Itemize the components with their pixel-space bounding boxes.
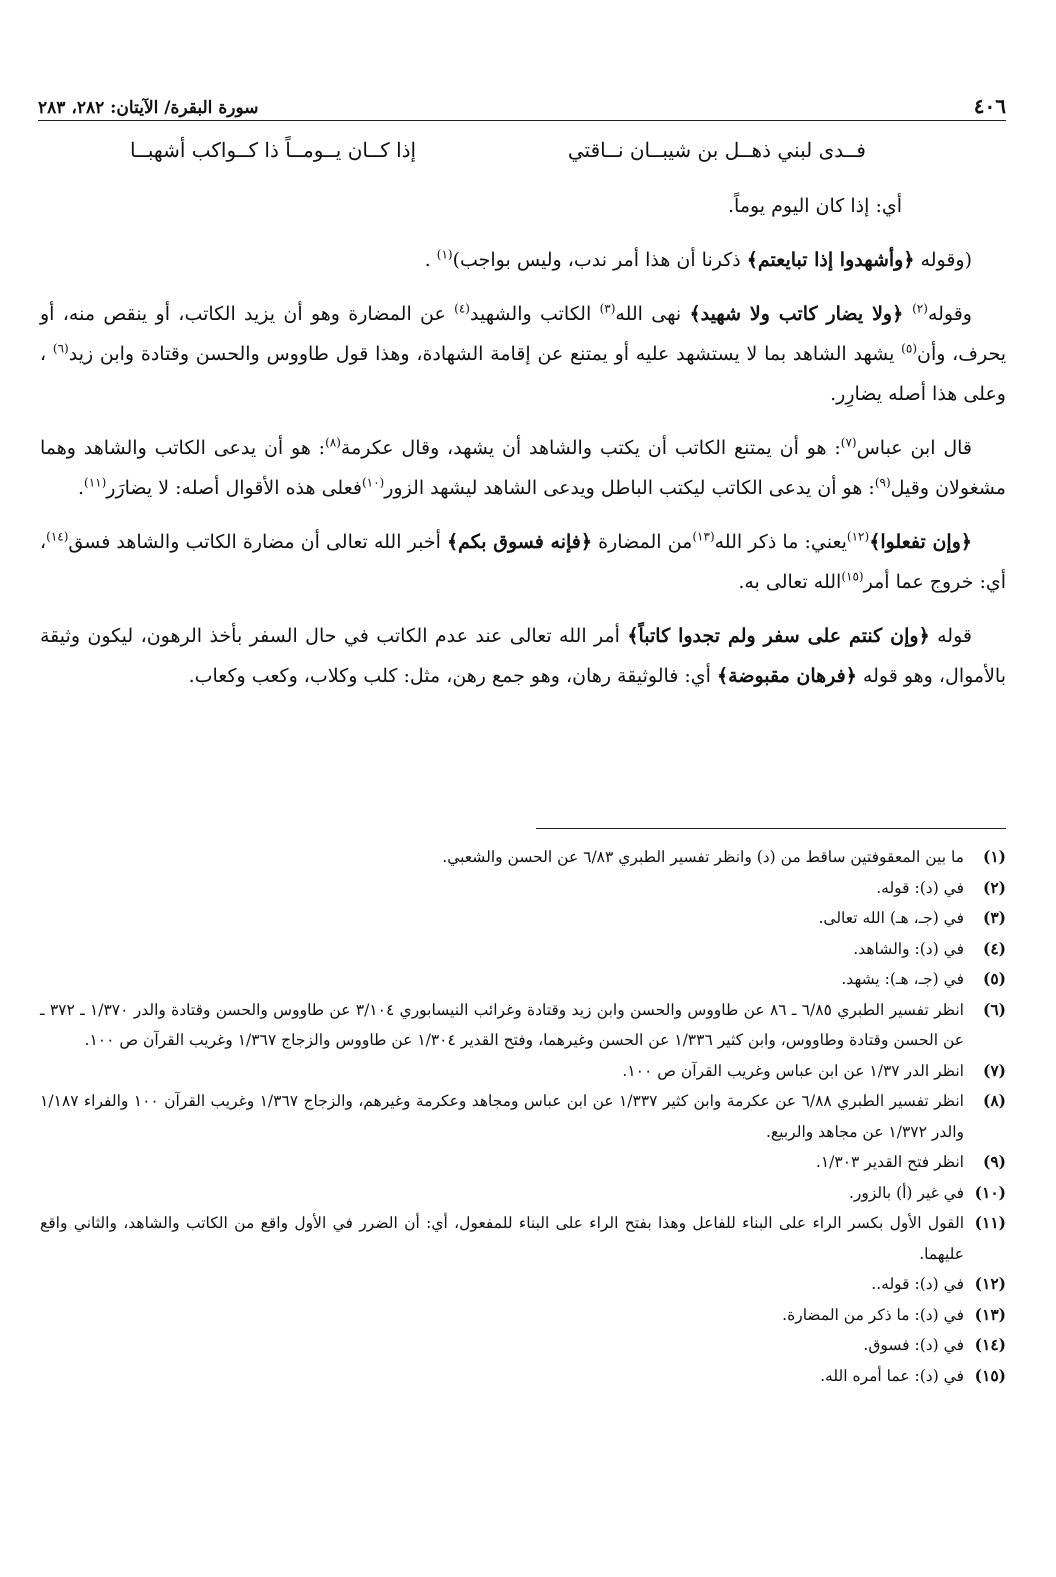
quran-quote: ﴿وإن تفعلوا﴾	[869, 531, 973, 553]
footnote-ref[interactable]: (٩)	[874, 475, 891, 490]
footnote-item	[40, 964, 1006, 995]
text-run: الله تعالى به.	[738, 571, 842, 593]
footnote-text: انظر فتح القدير ١/٣٠٣.	[815, 1153, 964, 1171]
text-run: أي: فالوثيقة رهان، وهو جمع رهن، مثل: كلب وكلاب، وكعب وكعاب.	[188, 665, 717, 687]
footnote-item	[40, 873, 1006, 904]
text-run: أخبر الله تعالى أن مضارة الكاتب والشاهد فسق	[68, 531, 447, 553]
text-run: : هو أن يدعى الكاتب والشاهد وهما مشغولان وقيل	[40, 437, 1006, 499]
text-run: .	[77, 477, 85, 499]
footnote-text: في (د): قوله.	[876, 878, 964, 897]
page-header	[38, 84, 1006, 121]
footnote-text: القول الأول بكسر الراء على البناء للفاعل وهذا بفتح الراء على البناء للمفعول، أي: أن الضرر في الأول واقع من الكاتب والشاهد، والثاني واقع عليهما.	[40, 1214, 964, 1263]
footnote-ref[interactable]: (١٤)	[46, 529, 69, 544]
paragraph-4	[40, 428, 1006, 508]
footnote-item	[40, 1208, 1006, 1269]
footnote-item	[40, 934, 1006, 965]
text-run: من المضارة	[592, 531, 693, 553]
text-run: نهى الله	[615, 303, 690, 325]
text-run: .	[424, 249, 437, 271]
text-run: يعني: ما ذكر الله	[714, 531, 847, 553]
text-run: : هو أن يمتنع الكاتب أن يكتب والشاهد أن يشهد، وقال عكرمة	[340, 437, 841, 459]
footnote-item	[40, 1086, 1006, 1147]
footnote-ref[interactable]: (١٣)	[692, 529, 715, 544]
text-run: الكاتب والشهيد	[469, 303, 600, 325]
text-run: ، وعلى هذا أصله يضارِر.	[40, 343, 1006, 405]
footnote-text: في (د): ما ذكر من المضارة.	[782, 1305, 964, 1324]
verse-hemistich-1: فــدى لبني ذهــل بن شيبــان نــاقتي	[567, 138, 866, 162]
footnote-number: (٧)	[982, 1060, 1006, 1080]
footnote-text: في (د): عما أمره الله.	[820, 1366, 964, 1385]
poetry-verse	[130, 138, 866, 174]
footnote-number: (٣)	[982, 908, 1006, 927]
running-head: سورة البقرة/ الآيتان: ٢٨٢، ٢٨٣	[38, 98, 259, 118]
text-run: قال ابن عباس	[856, 437, 972, 459]
footnote-text: في (د): فسوق.	[863, 1336, 964, 1354]
footnote-item	[40, 1330, 1006, 1361]
text-run: فعلى هذه الأقوال أصله: لا يضارَر	[106, 477, 362, 499]
footnote-ref[interactable]: (١)	[436, 247, 453, 262]
footnote-number: (١)	[982, 847, 1006, 866]
footnote-text: في (جـ، هـ) الله تعالى.	[818, 909, 964, 927]
footnote-item	[40, 903, 1006, 934]
footnote-text: في (د): والشاهد.	[853, 939, 964, 958]
footnote-divider	[536, 828, 1006, 829]
text-run: ، أي: خروج عما أمر	[40, 531, 1006, 593]
paragraph-2	[40, 240, 1006, 280]
footnote-ref[interactable]: (٣)	[599, 301, 616, 316]
main-text	[40, 186, 1006, 710]
footnote-item	[40, 1269, 1006, 1300]
footnote-number: (١٥)	[974, 1365, 1006, 1385]
text-run: وقوله	[927, 303, 972, 325]
footnote-ref[interactable]: (١٥)	[841, 569, 864, 584]
text-run: عن المضارة وهو أن يزيد الكاتب، أو ينقص منه، أو يحرف، وأن	[40, 303, 1007, 365]
footnote-number: (٥)	[982, 969, 1006, 988]
text-run: قوله	[929, 625, 972, 647]
footnote-number: (١٣)	[974, 1304, 1006, 1324]
quran-quote: ﴿وأشهدوا إذا تبايعتم﴾	[746, 249, 915, 271]
footnote-number: (٢)	[982, 877, 1006, 897]
footnote-item	[40, 1361, 1006, 1392]
paragraph-3	[40, 294, 1006, 414]
footnote-item	[40, 1178, 1006, 1209]
footnote-ref[interactable]: (١١)	[84, 475, 107, 490]
paragraph-6	[40, 616, 1006, 696]
text-run: ذكرنا أن هذا أمر ندب، وليس بواجب)	[452, 249, 747, 271]
footnote-text: في غير (أ) بالزور.	[848, 1183, 964, 1202]
footnote-item	[40, 1300, 1006, 1331]
footnote-ref[interactable]: (٦)	[52, 341, 69, 356]
text-run: أمر الله تعالى عند عدم الكاتب في حال السفر بأخذ الرهون، ليكون وثيقة بالأموال، وهو قوله	[40, 625, 1006, 687]
footnote-ref[interactable]: (٨)	[325, 435, 341, 450]
verse-hemistich-2: إذا كــان يــومــاً ذا كــواكب أشهبــا	[130, 138, 417, 162]
page-number: ٤٠٦	[973, 94, 1006, 118]
footnote-ref[interactable]: (١٠)	[361, 475, 385, 490]
footnote-item	[40, 995, 1006, 1056]
quran-quote: ﴿ولا يضار كاتب ولا شهيد﴾	[689, 303, 913, 325]
footnote-item	[40, 1056, 1006, 1087]
footnote-item	[40, 1147, 1006, 1178]
paragraph-5	[40, 522, 1006, 602]
footnote-text: في (د): قوله..	[871, 1275, 964, 1293]
footnote-text: انظر الدر ١/٣٧ عن ابن عباس وغريب القرآن ص ١٠٠.	[622, 1061, 964, 1080]
text-run: يشهد الشاهد بما لا يستشهد عليه أو يمتنع عن إقامة الشهادة، وهذا قول طاووس والحسن وقتادة وابن زيد	[68, 343, 902, 365]
footnote-number: (٨)	[982, 1091, 1006, 1110]
footnote-ref[interactable]: (٥)	[901, 341, 917, 356]
footnote-text: انظر تفسير الطبري ٦/٨٨ عن عكرمة وابن كثير ١/٣٣٧ عن ابن عباس ومجاهد وعكرمة وغيرهم، والزجاج ١/٣٦٧ وغريب القرآن ١٠٠ والفراء ١/١٨٧ والدر ١/٣٧٢ عن مجاهد والربيع.	[40, 1092, 964, 1141]
footnote-text: في (جـ، هـ): يشهد.	[841, 970, 964, 988]
footnote-number: (١١)	[974, 1213, 1006, 1232]
footnote-ref[interactable]: (٤)	[454, 301, 470, 316]
quran-quote: ﴿فرهان مقبوضة﴾	[717, 665, 857, 687]
footnote-ref[interactable]: (٢)	[912, 301, 928, 316]
footnote-text: ما بين المعقوفتين ساقط من (د) وانظر تفسير الطبري ٦/٨٣ عن الحسن والشعبي.	[442, 848, 964, 866]
footnote-text: انظر تفسير الطبري ٦/٨٥ ـ ٨٦ عن طاووس والحسن وابن زيد وقتادة وغرائب النيسابوري ٣/١٠٤ عن طاووس والحسن وقتادة والدر ١/٣٧٠ ـ ٣٧٢ ـ عن الحسن وقتادة وطاووس، وابن كثير ١/٣٣٦ عن الحسن وغيرهما، وفتح القدير ١/٣٠٤ عن طاووس والزجاج ١/٣٦٧ وغريب القرآن ص ١٠٠.	[40, 1000, 964, 1049]
quran-quote: ﴿وإن كنتم على سفر ولم تجدوا كاتباً﴾	[627, 625, 930, 647]
footnote-ref[interactable]: (٧)	[840, 435, 857, 450]
footnote-number: (١٠)	[974, 1182, 1006, 1202]
footnote-number: (٤)	[982, 938, 1006, 958]
footnote-number: (٦)	[982, 999, 1006, 1019]
footnotes	[40, 842, 1006, 1391]
footnote-item	[40, 842, 1006, 873]
footnote-number: (١٤)	[974, 1335, 1006, 1354]
paragraph-1: أي: إذا كان اليوم يوماً.	[727, 195, 902, 217]
text-run: : هو أن يدعى الكاتب ليكتب الباطل ويدعى الشاهد ليشهد الزور	[384, 477, 875, 499]
footnote-number: (٩)	[982, 1152, 1006, 1171]
quran-quote: ﴿فإنه فسوق بكم﴾	[446, 531, 593, 553]
text-run: (وقوله	[914, 249, 972, 271]
footnote-ref[interactable]: (١٢)	[846, 529, 870, 544]
footnote-number: (١٢)	[974, 1274, 1006, 1293]
